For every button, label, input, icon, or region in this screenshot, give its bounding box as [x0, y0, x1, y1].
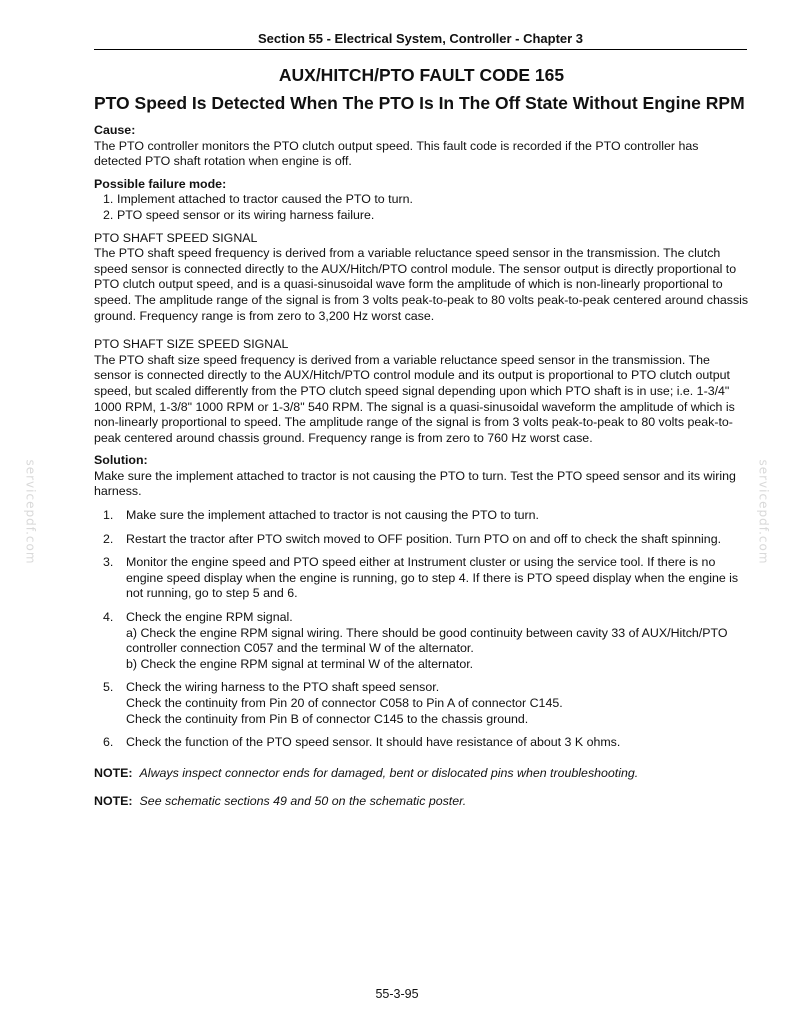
spacer	[94, 446, 749, 453]
step-text: Monitor the engine speed and PTO speed either at Instrument cluster or using the service tool. If there is no engine speed display when the engine is running, go to step 4. If there is PTO speed display when the engine is not running, go to step 5 and 6.	[126, 555, 739, 601]
section-header: Section 55 - Electrical System, Controller - Chapter 3	[257, 31, 584, 46]
step-item	[103, 610, 749, 672]
note-schematic	[94, 794, 749, 810]
step-item	[103, 555, 749, 602]
failure-mode-list	[94, 192, 749, 223]
step-item	[103, 735, 749, 751]
step-subtext: b) Check the engine RPM signal at terminal W of the alternator.	[126, 656, 474, 671]
step-number: 5.	[103, 680, 114, 695]
signal1-text: The PTO shaft speed frequency is derived from a variable reluctance speed sensor in the transmission. The clutch speed sensor is connected directly to the AUX/Hitch/PTO control module. The sensor output is directly proportional to PTO clutch output speed, and is a quasi-sinusoidal wave form the amplitude of which is non-linearly proportional to speed. The amplitude range of the signal is from 3 volts peak-to-peak to 80 volts peak-to-peak centered around chassis ground. Frequency range is from zero to 3,200 Hz worst case.	[94, 246, 749, 323]
fault-code-title: AUX/HITCH/PTO FAULT CODE 165	[278, 65, 565, 85]
signal2-text: The PTO shaft size speed frequency is derived from a variable reluctance speed sensor in the transmission. The sensor is connected directly to the AUX/Hitch/PTO control module and its output is proportional to PTO clutch output speed, but scaled differently from the PTO clutch speed signal depending upon which PTO shaft is in use; i.e. 1-3/4" 1000 RPM, 1-3/8" 1000 RPM or 1-3/8" 540 RPM. The signal is a quasi-sinusoidal waveform the amplitude of which is non-linearly proportional to speed. The amplitude range of the signal is from 3 volts peak-to-peak to 80 volts peak-to-peak centered around chassis ground. Frequency range is from zero to 760 Hz worst case.	[94, 352, 735, 445]
list-item	[103, 192, 749, 208]
step-item	[103, 508, 749, 524]
list-item-text: PTO speed sensor or its wiring harness failure.	[117, 207, 375, 222]
list-item-number: 2.	[103, 207, 114, 222]
spacer	[94, 781, 749, 794]
watermark-left: servicepdf.com	[23, 459, 38, 565]
step-text: Make sure the implement attached to tractor is not causing the PTO to turn.	[126, 508, 539, 523]
step-item	[103, 680, 749, 727]
note-connector	[94, 766, 749, 782]
step-text: Check the wiring harness to the PTO shaft speed sensor.	[126, 680, 440, 695]
list-item-text: Implement attached to tractor caused the PTO to turn.	[117, 192, 413, 207]
page-content	[94, 64, 749, 810]
note-label: NOTE:	[94, 765, 133, 780]
step-number: 1.	[103, 508, 114, 523]
spacer	[94, 759, 749, 766]
solution-label: Solution:	[94, 453, 148, 468]
list-item-number: 1.	[103, 192, 114, 207]
step-number: 3.	[103, 555, 114, 570]
step-subtext: Check the continuity from Pin 20 of connector C058 to Pin A of connector C145.	[126, 696, 563, 710]
spacer	[94, 224, 749, 231]
step-item	[103, 532, 749, 548]
note-text: Always inspect connector ends for damaged, bent or dislocated pins when troubleshooting.	[139, 765, 639, 780]
note-label: NOTE:	[94, 794, 133, 809]
step-number: 6.	[103, 735, 114, 750]
fault-subtitle: PTO Speed Is Detected When The PTO Is In The Off State Without Engine RPM	[94, 93, 745, 113]
list-item	[103, 208, 749, 224]
step-subtext: Check the continuity from Pin B of connector C145 to the chassis ground.	[126, 711, 529, 726]
header-rule	[94, 49, 747, 50]
note-text: See schematic sections 49 and 50 on the schematic poster.	[139, 794, 467, 809]
signal2-heading: PTO SHAFT SIZE SPEED SIGNAL	[94, 337, 289, 352]
page-number: 55-3-95	[375, 987, 419, 1001]
signal1-heading: PTO SHAFT SPEED SIGNAL	[94, 230, 258, 245]
step-subtext: a) Check the engine RPM signal wiring. There should be good continuity between cavity 33 of AUX/Hitch/PTO controller connection C057 and the terminal W of the alternator.	[126, 625, 728, 656]
step-number: 4.	[103, 610, 114, 625]
spacer	[94, 324, 749, 337]
solution-steps	[94, 508, 749, 751]
cause-label: Cause:	[94, 123, 136, 137]
solution-text: Make sure the implement attached to tractor is not causing the PTO to turn. Test the PTO speed sensor and its wiring harness.	[94, 468, 736, 499]
step-text: Check the engine RPM signal.	[126, 610, 293, 625]
step-text: Restart the tractor after PTO switch moved to OFF position. Turn PTO on and off to check the shaft spinning.	[126, 531, 722, 546]
watermark-right: servicepdf.com	[756, 459, 771, 565]
spacer	[94, 170, 749, 177]
cause-text: The PTO controller monitors the PTO clutch output speed. This fault code is recorded if the PTO controller has detected PTO shaft rotation when engine is off.	[94, 138, 699, 169]
step-text: Check the function of the PTO speed sensor. It should have resistance of about 3 K ohms.	[126, 735, 621, 750]
failure-mode-label: Possible failure mode:	[94, 176, 227, 191]
step-number: 2.	[103, 531, 114, 546]
